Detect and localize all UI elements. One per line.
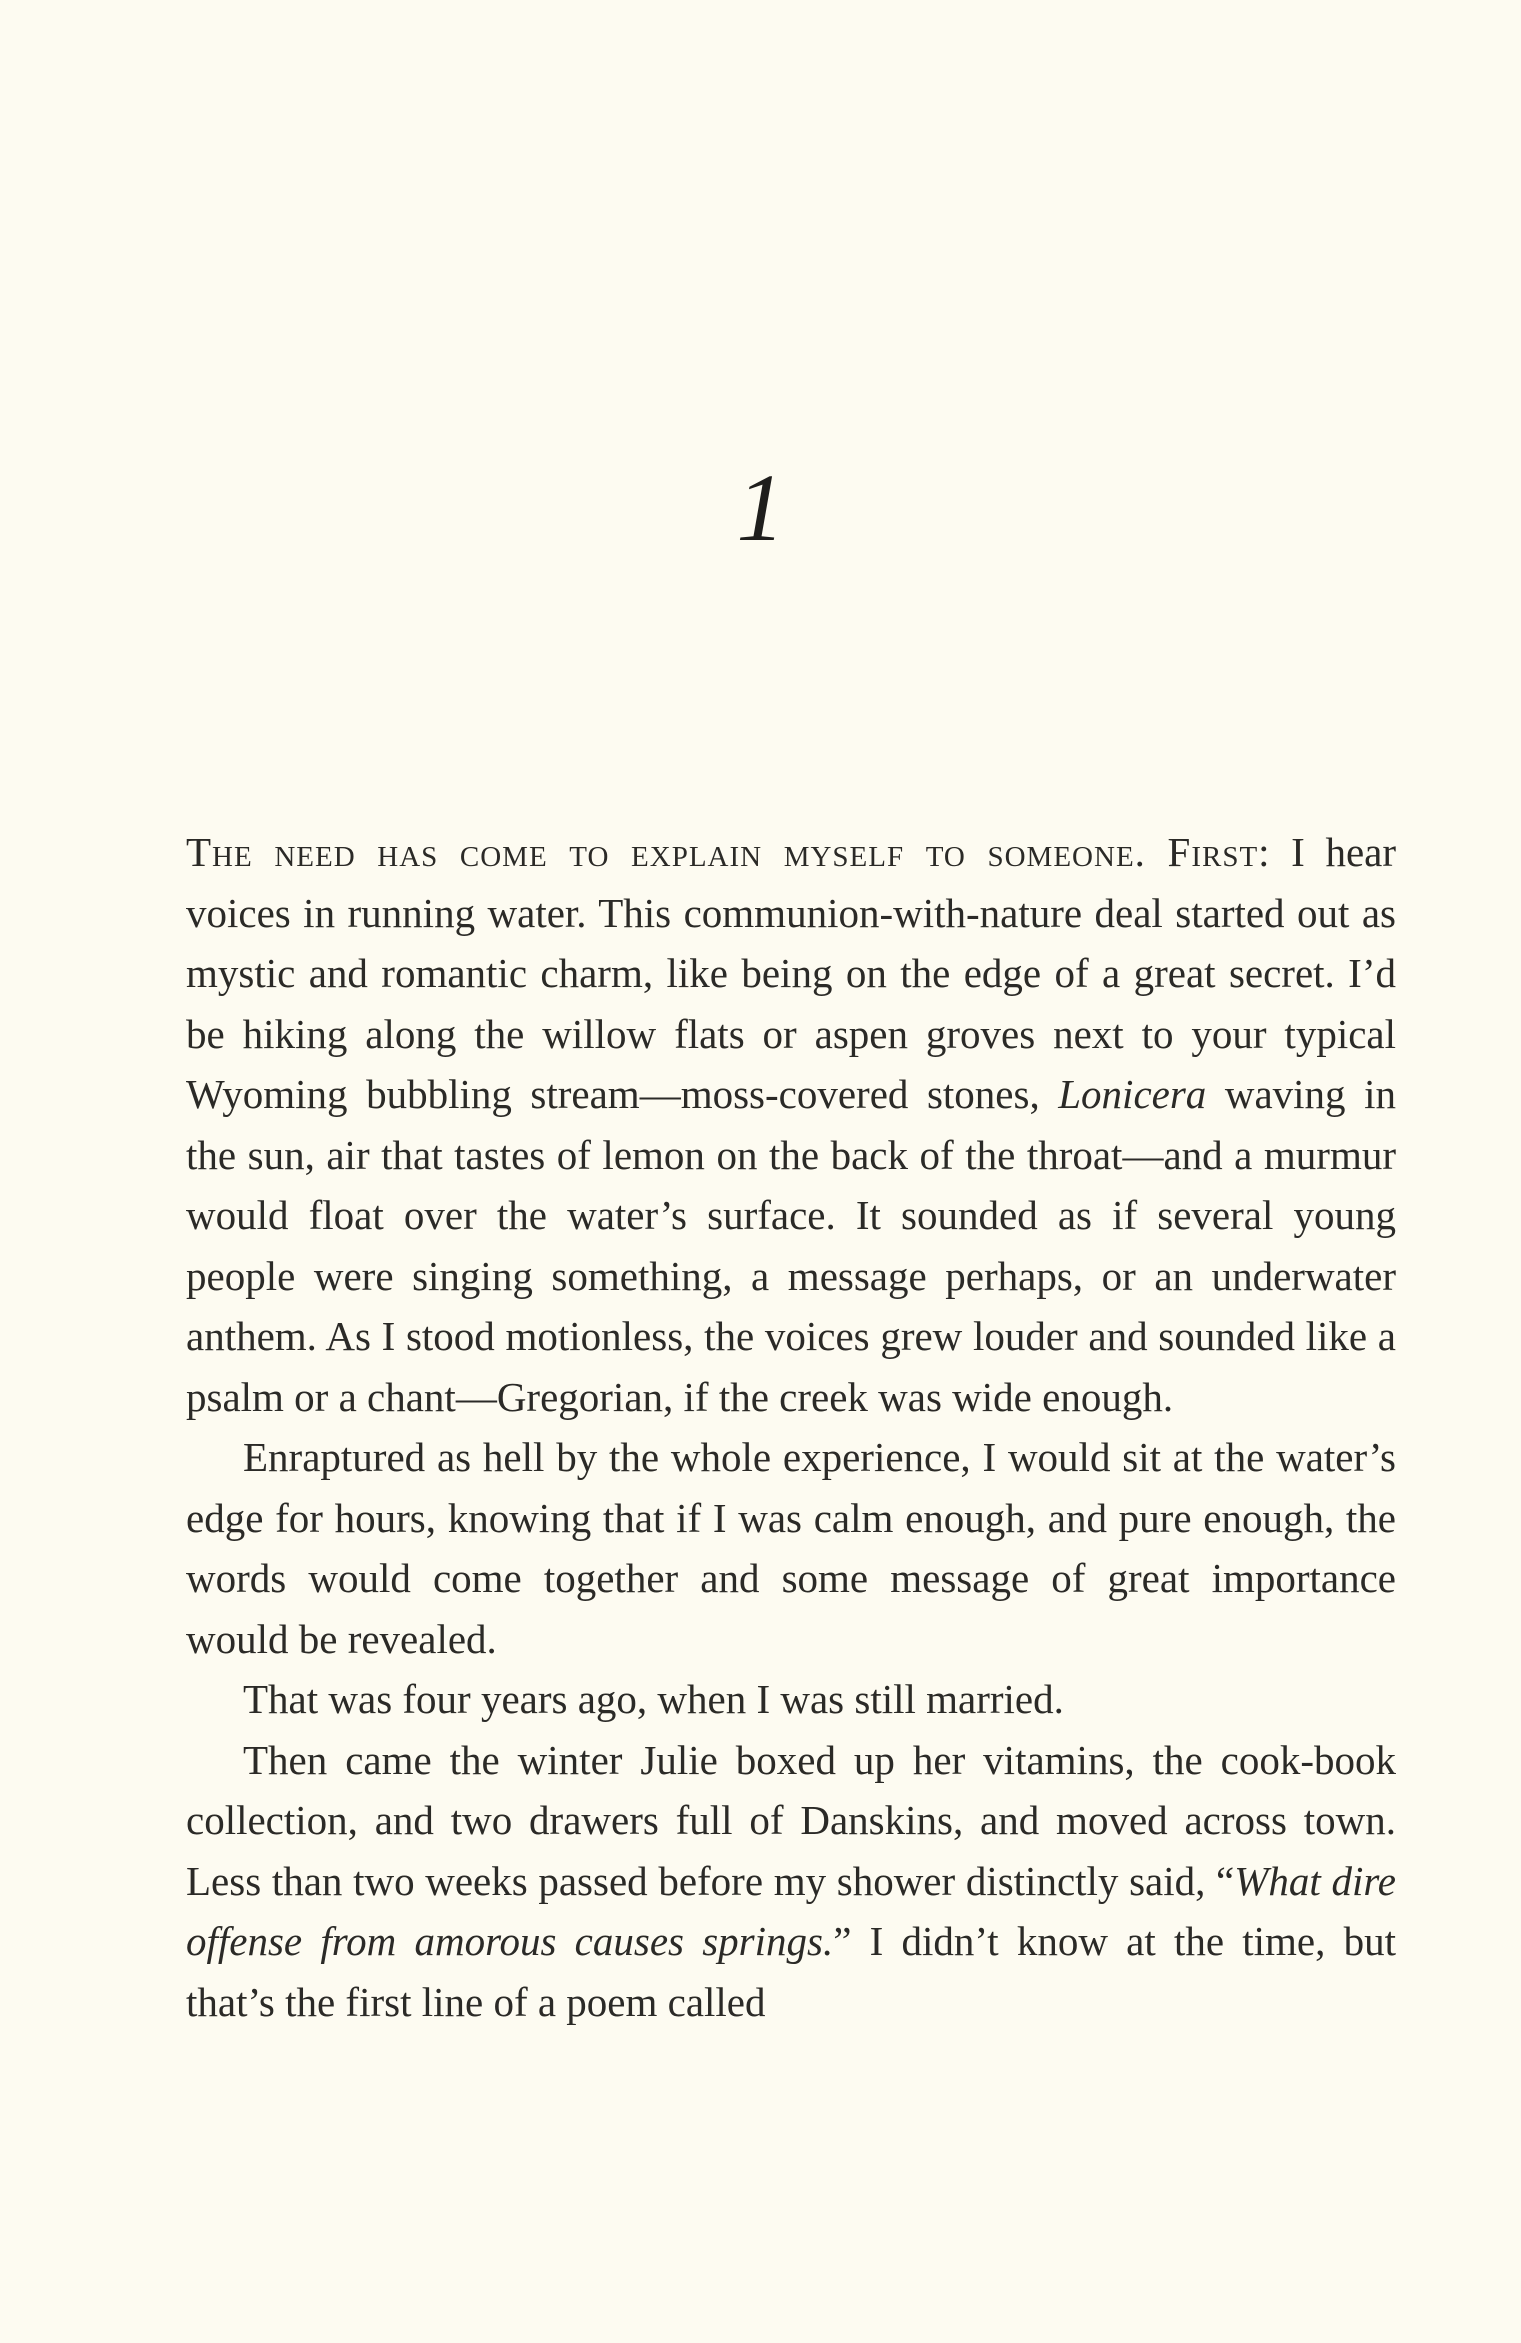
paragraph-1-text-a: I hear voices in running water. This communion-with-nature deal started out as mystic and romantic charm, like being on the edge of a great secret. I’d be hiking along the willow flats or aspen groves next to your typical Wyoming bubbling stream—moss-covered stones, (186, 829, 1397, 1117)
paragraph-4-text-a: Then came the winter Julie boxed up her vitamins, the cook-book collection, and two drawers full of Danskins, and moved across town. Less than two weeks passed before my shower distinctly said, “ (186, 1736, 1396, 1904)
paragraph-1-text-b: waving in the sun, air that tastes of lemon on the back of the throat—and a murmur would float over the water’s surface. It sounded as if several young people were singing something, a message perhaps, or an underwater anthem. As I stood motionless, the voices grew louder and sounded like a psalm or a chant—Gregorian, if the creek was wide enough. (186, 1071, 1396, 1420)
paragraph-4 (186, 1730, 1396, 2033)
paragraph-4-text-b: ” I didn’t know at the time, but that’s the first line of a poem called (186, 1918, 1396, 2025)
body-text (186, 822, 1396, 2032)
paragraph-1-italic: Lonicera (1058, 1071, 1207, 1117)
paragraph-1 (186, 822, 1396, 1427)
paragraph-2 (186, 1427, 1396, 1669)
opening-small-caps: The need has come to explain myself to someone. First: (186, 829, 1271, 875)
paragraph-3 (186, 1669, 1396, 1730)
paragraph-2-text: Enraptured as hell by the whole experience, I would sit at the water’s edge for hours, knowing that if I was calm enough, and pure enough, the words would come together and some message of great importance would be revealed. (186, 1434, 1396, 1662)
chapter-number: 1 (736, 454, 785, 561)
paragraph-4-italic-quote: What dire offense from amorous causes springs. (186, 1857, 1396, 1964)
paragraph-3-text: That was four years ago, when I was still married. (243, 1676, 1064, 1722)
